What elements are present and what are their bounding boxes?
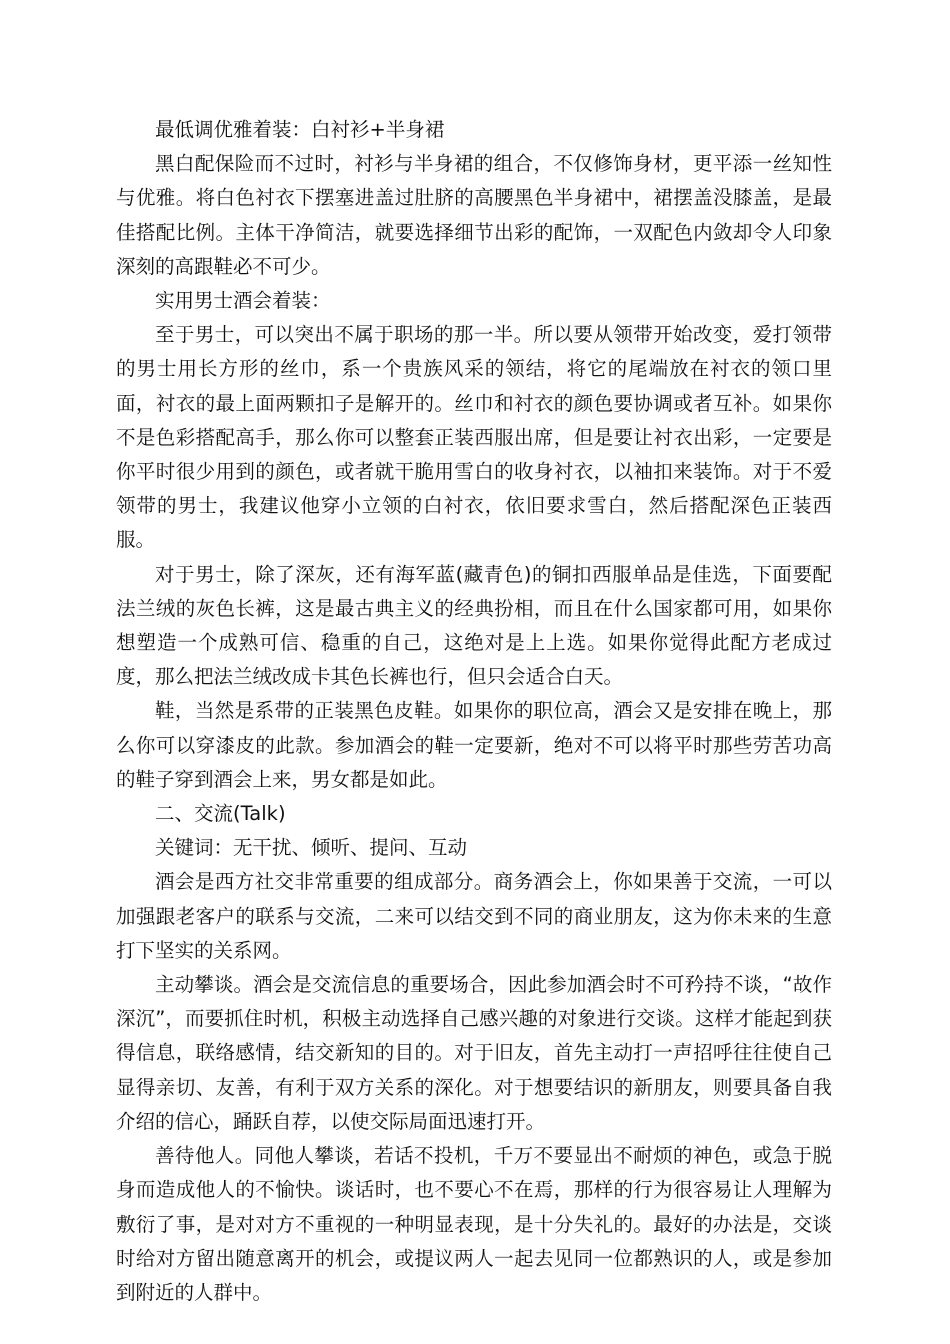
document-body [116, 113, 832, 1310]
body-paragraph: 主动攀谈。酒会是交流信息的重要场合，因此参加酒会时不可矜持不谈，“故作深沉”，而要抓住时机，积极主动选择自己感兴趣的对象进行交谈。这样才能起到获得信息，联络感情，结交新知的目的。对于旧友，首先主动打一声招呼往往使自己显得亲切、友善，有利于双方关系的深化。对于想要结识的新朋友，则要具备自我介绍的信心，踊跃自荐，以使交际局面迅速打开。 [116, 973, 832, 1133]
body-paragraph: 酒会是西方社交非常重要的组成部分。商务酒会上，你如果善于交流，一可以加强跟老客户的联系与交流，二来可以结交到不同的商业朋友，这为你未来的生意打下坚实的关系网。 [116, 870, 832, 962]
body-paragraph: 鞋，当然是系带的正装黑色皮鞋。如果你的职位高，酒会又是安排在晚上，那么你可以穿漆皮的此款。参加酒会的鞋一定要新，绝对不可以将平时那些劳苦功高的鞋子穿到酒会上来，男女都是如此。 [116, 699, 832, 791]
keywords-line: 关键词：无干扰、倾听、提问、互动 [155, 836, 468, 860]
section-heading: 最低调优雅着装：白衬衫+半身裙 [155, 118, 445, 141]
section-heading: 二、交流(Talk) [155, 802, 286, 826]
section-heading: 实用男士酒会着装： [155, 289, 331, 313]
body-paragraph: 至于男士，可以突出不属于职场的那一半。所以要从领带开始改变，爱打领带的男士用长方形的丝巾，系一个贵族风采的领结，将它的尾端放在衬衣的领口里面，衬衣的最上面两颗扣子是解开的。丝巾和衬衣的颜色要协调或者互补。如果你不是色彩搭配高手，那么你可以整套正装西服出席，但是要让衬衣出彩，一定要是你平时很少用到的颜色，或者就干脆用雪白的收身衬衣，以袖扣来装饰。对于不爱领带的男士，我建议他穿小立领的白衬衣，依旧要求雪白，然后搭配深色正装西服。 [116, 323, 832, 552]
body-paragraph: 黑白配保险而不过时，衬衫与半身裙的组合，不仅修饰身材，更平添一丝知性与优雅。将白色衬衣下摆塞进盖过肚脐的高腰黑色半身裙中，裙摆盖没膝盖，是最佳搭配比例。主体干净简洁，就要选择细节出彩的配饰，一双配色内敛却令人印象深刻的高跟鞋必不可少。 [116, 152, 832, 278]
body-paragraph: 对于男士，除了深灰，还有海军蓝(藏青色)的铜扣西服单品是佳选，下面要配法兰绒的灰色长裤，这是最古典主义的经典扮相，而且在什么国家都可用，如果你想塑造一个成熟可信、稳重的自己，这绝对是上上选。如果你觉得此配方老成过度，那么把法兰绒改成卡其色长裤也行，但只会适合白天。 [116, 562, 832, 689]
body-paragraph: 善待他人。同他人攀谈，若话不投机，千万不要显出不耐烦的神色，或急于脱身而造成他人的不愉快。谈话时，也不要心不在焉，那样的行为很容易让人理解为敷衍了事，是对对方不重视的一种明显表现，是十分失礼的。最好的办法是，交谈时给对方留出随意离开的机会，或提议两人一起去见同一位都熟识的人，或是参加到附近的人群中。 [116, 1144, 832, 1304]
